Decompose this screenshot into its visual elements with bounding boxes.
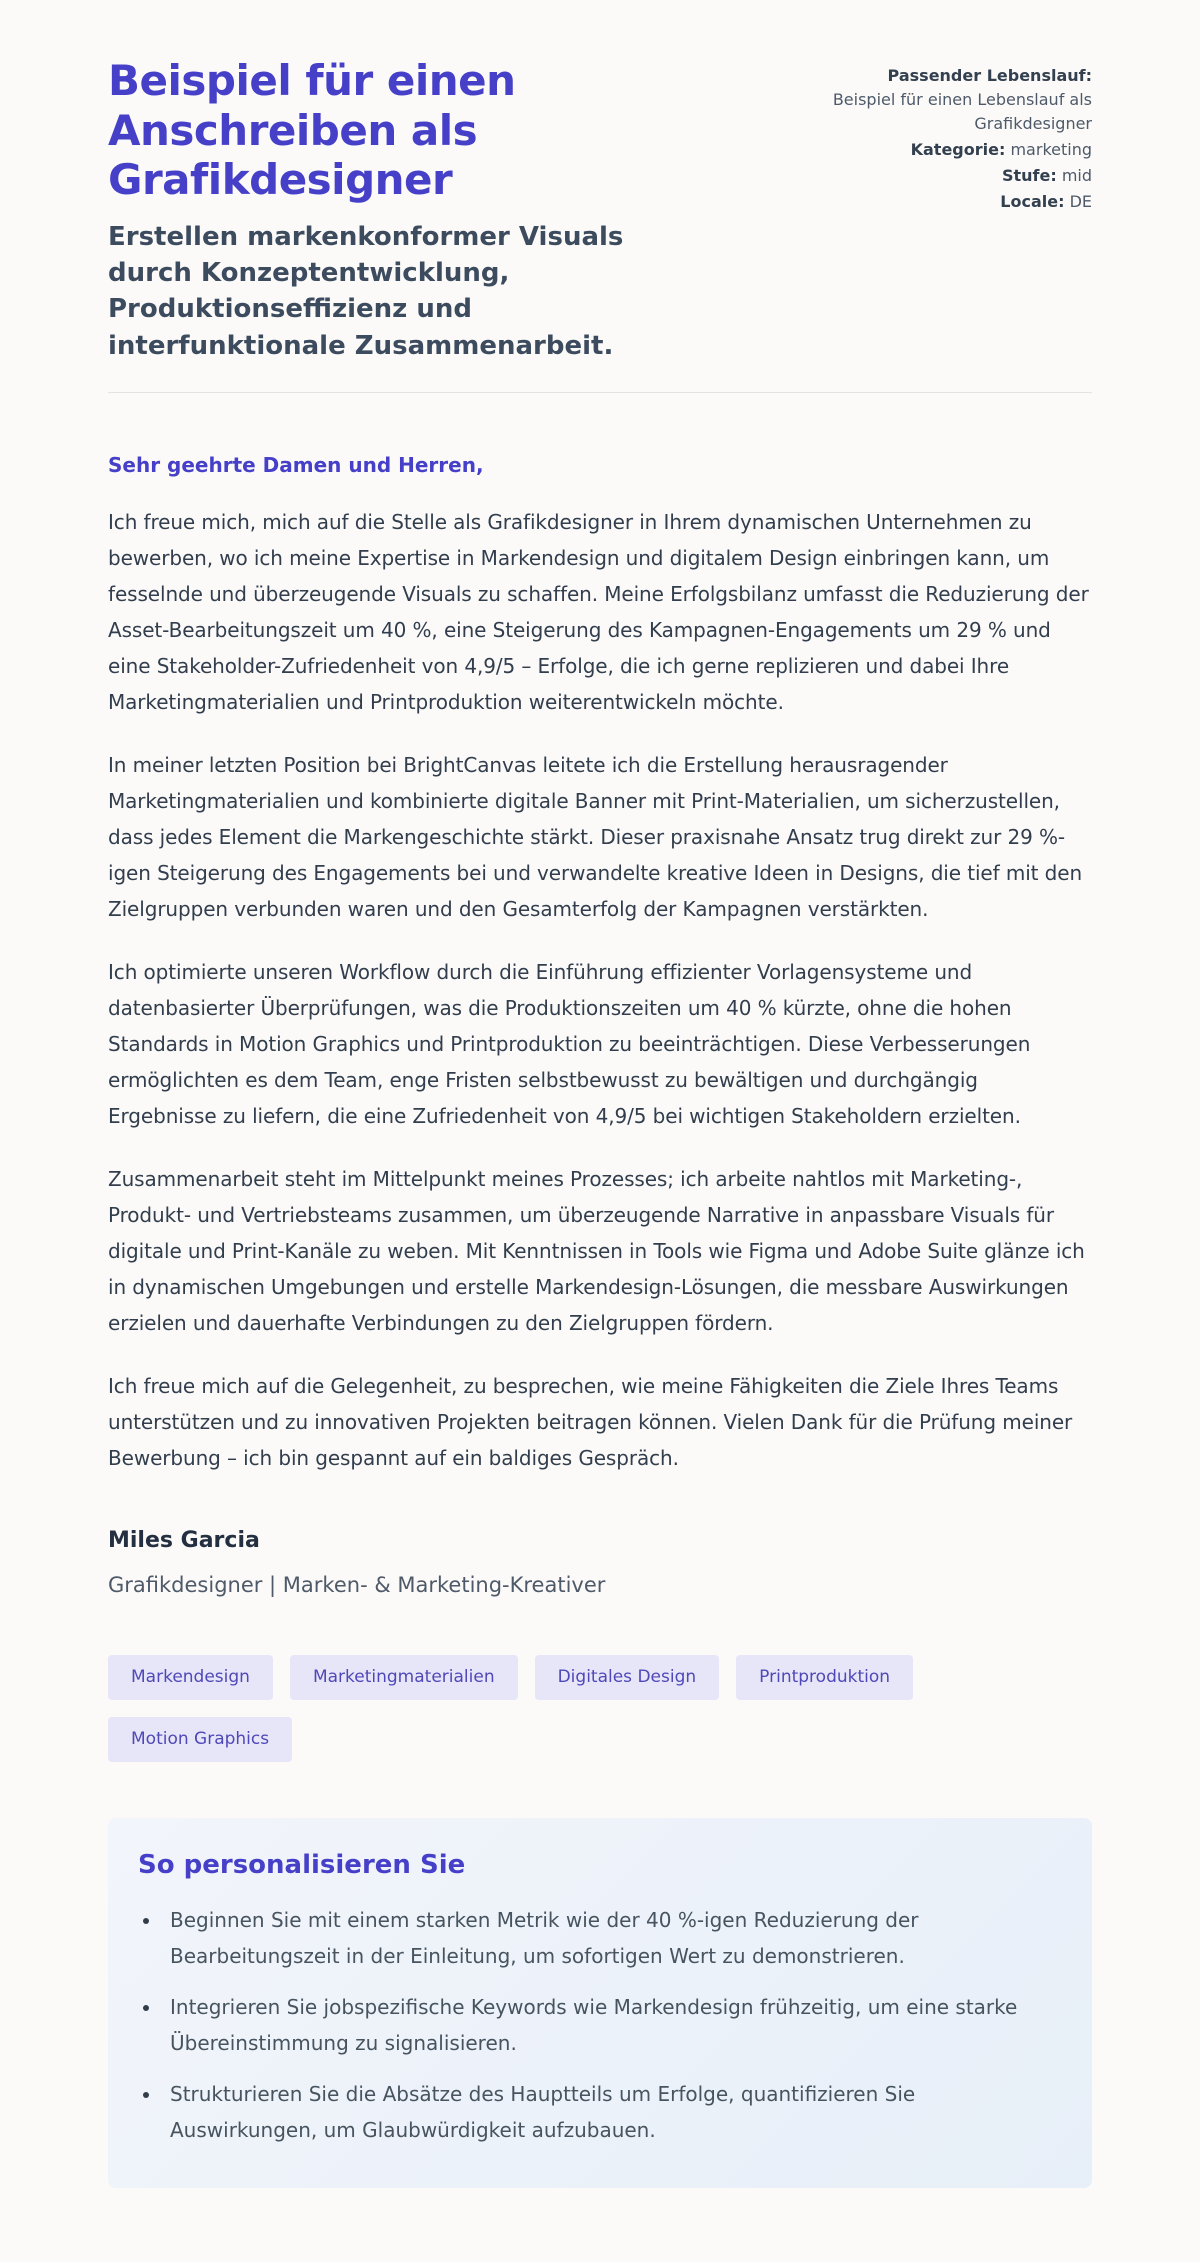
meta-locale-label: Locale: (1000, 192, 1065, 211)
page-title: Beispiel für einen Anschreiben als Grafikdesigner (108, 56, 516, 205)
page-subtitle: Erstellen markenkonformer Visuals durch Konzeptentwicklung, Produktionseffizienz und interfunktionale Zusammenarbeit. (108, 221, 624, 361)
meta-resume-value: Beispiel für einen Lebenslauf als Grafikdesigner (832, 90, 1092, 133)
meta-level-value: mid (1061, 166, 1092, 185)
cover-letter-body (108, 453, 1092, 1597)
skill-tag-markendesign: Markendesign (108, 1655, 273, 1700)
letter-paragraph-3: Ich optimierte unseren Workflow durch die Einführung effizienter Vorlagensysteme und datenbasierter Überprüfungen, was die Produktionszeiten um 40 % kürzte, ohne die hohen Standards in Motion Graphics und Printproduktion zu beeinträchtigen. Diese Verbesserungen ermöglichten es dem Team, enge Fristen selbstbewusst zu bewältigen und durchgängig Ergebnisse zu liefern, die eine Zufriedenheit von 4,9/5 bei wichtigen Stakeholdern erzielten. (108, 960, 1031, 1129)
tip-item-2: • Integrieren Sie jobspezifische Keywords wie Markendesign frühzeitig, um eine starke Übereinstimmung zu signalisieren. (162, 1989, 1052, 2061)
letter-paragraph-5: Ich freue mich auf die Gelegenheit, zu besprechen, wie meine Fähigkeiten die Ziele Ihres Teams unterstützen und zu innovativen Projekten beitragen können. Vielen Dank für die Prüfung meiner Bewerbung – ich bin gespannt auf ein baldiges Gespräch. (108, 1374, 1073, 1471)
meta-category-value: marketing (1010, 140, 1092, 159)
skill-tag-marketingmaterialien: Marketingmaterialien (290, 1655, 518, 1700)
meta-category-label: Kategorie: (910, 140, 1006, 159)
tip-item-1: • Beginnen Sie mit einem starken Metrik wie der 40 %-igen Reduzierung der Bearbeitungszeit in der Einleitung, um sofortigen Wert zu demonstrieren. (162, 1902, 1052, 1974)
personalization-tips-box (108, 1818, 1092, 2188)
signature-name: Miles Garcia (108, 1528, 260, 1554)
meta-resume-label: Passender Lebenslauf: (887, 66, 1092, 85)
article-page (108, 0, 1092, 2258)
header-divider (108, 392, 1092, 393)
meta-locale-value: DE (1069, 192, 1092, 211)
header-left (108, 56, 776, 364)
meta-level-label: Stufe: (1001, 166, 1057, 185)
tips-list (138, 1902, 1052, 2148)
header (108, 56, 1092, 364)
letter-paragraph-1: Ich freue mich, mich auf die Stelle als Grafikdesigner in Ihrem dynamischen Unternehmen zu bewerben, wo ich meine Expertise in Markendesign und digitalem Design einbringen kann, um fesselnde und überzeugende Visuals zu schaffen. Meine Erfolgsbilanz umfasst die Reduzierung der Asset-Bearbeitungszeit um 40 %, eine Steigerung des Kampagnen-Engagements um 29 % und eine Stakeholder-Zufriedenheit von 4,9/5 – Erfolge, die ich gerne replizieren und dabei Ihre Marketingmaterialien und Printproduktion weiterentwickeln möchte. (108, 510, 1089, 715)
meta-matching-resume (800, 64, 1092, 136)
letter-paragraph-4: Zusammenarbeit steht im Mittelpunkt meines Prozesses; ich arbeite nahtlos mit Marketing-, Produkt- und Vertriebsteams zusammen, um überzeugende Narrative in anpassbare Visuals für digitale und Print-Kanäle zu weben. Mit Kenntnissen in Tools wie Figma und Adobe Suite glänze ich in dynamischen Umgebungen und erstelle Markendesign-Lösungen, die messbare Auswirkungen erzielen und dauerhafte Verbindungen zu den Zielgruppen fördern. (108, 1167, 1085, 1336)
signature-role: Grafikdesigner | Marken- & Marketing-Kreativer (108, 1573, 606, 1598)
meta-panel (800, 56, 1092, 214)
letter-paragraph-2: In meiner letzten Position bei BrightCanvas leitete ich die Erstellung herausragender Marketingmaterialien und kombinierte digitale Banner mit Print-Materialien, um sicherzustellen, dass jedes Element die Markengeschichte stärkt. Dieser praxisnahe Ansatz trug direkt zur 29 %-igen Steigerung des Engagements bei und verwandelte kreative Ideen in Designs, die tief mit den Zielgruppen verbunden waren und den Gesamterfolg der Kampagnen verstärkten. (108, 753, 1083, 922)
skill-tag-digitales-design: Digitales Design (535, 1655, 720, 1700)
letter-greeting: Sehr geehrte Damen und Herren, (108, 453, 484, 478)
meta-locale (800, 190, 1092, 214)
tip-item-3: • Strukturieren Sie die Absätze des Hauptteils um Erfolge, quantifizieren Sie Auswirkungen, um Glaubwürdigkeit aufzubauen. (162, 2076, 1052, 2148)
skill-tag-motion-graphics: Motion Graphics (108, 1717, 292, 1762)
tips-heading: So personalisieren Sie (138, 1850, 466, 1881)
skill-tag-printproduktion: Printproduktion (736, 1655, 913, 1700)
skill-tags (108, 1655, 1092, 1762)
meta-level (800, 164, 1092, 188)
meta-category (800, 138, 1092, 162)
